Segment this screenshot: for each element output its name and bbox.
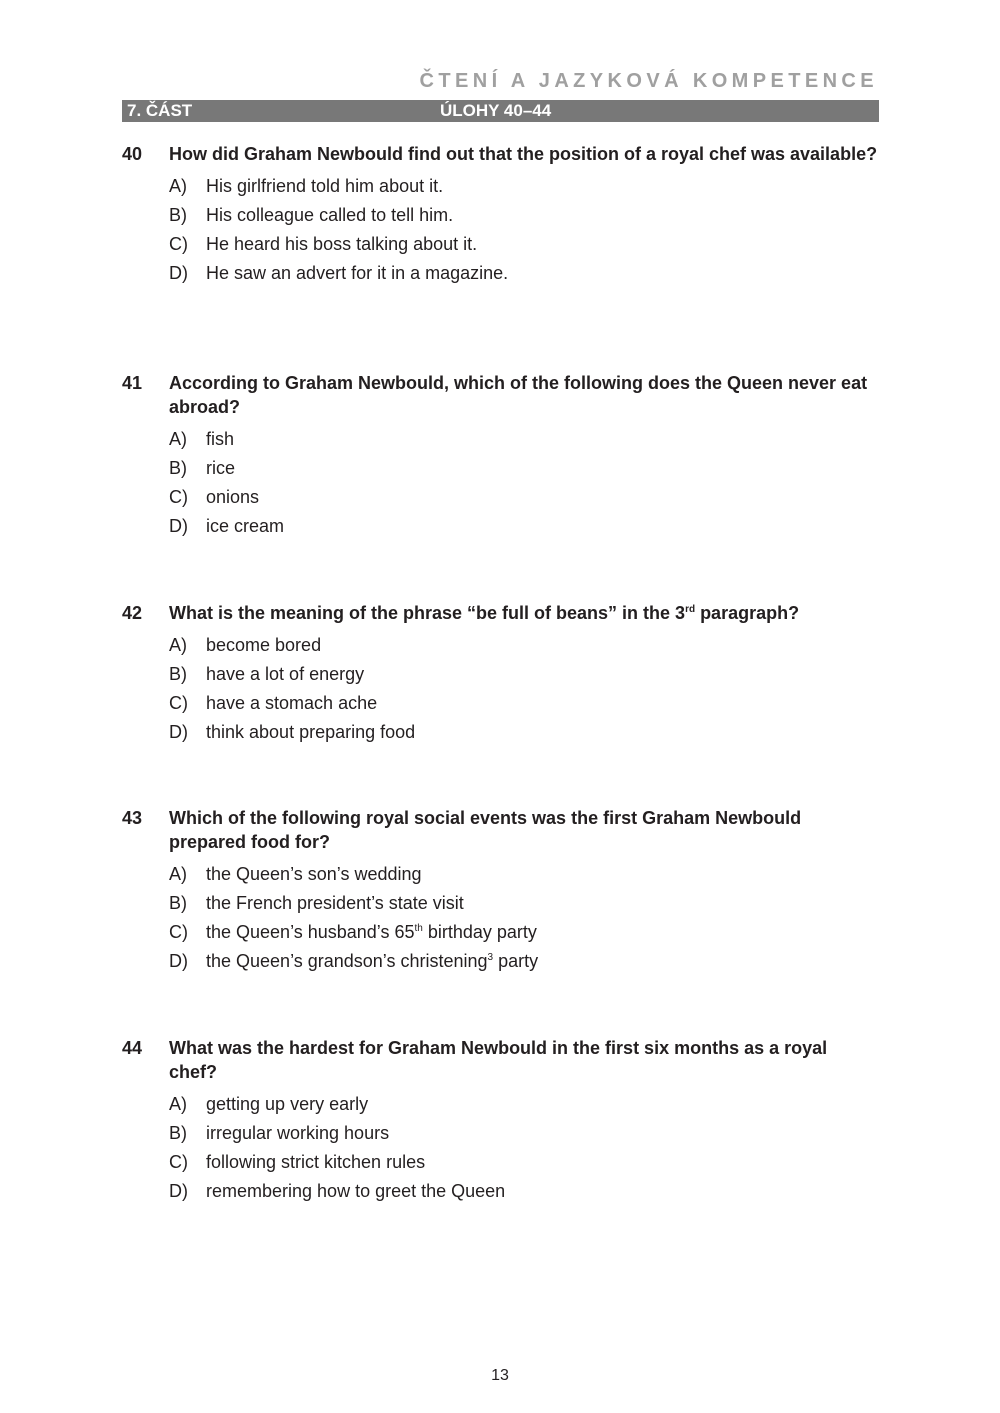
option-text: think about preparing food [206,722,416,742]
question-text: According to Graham Newbould, which of the following does the Queen never eat abroad? [169,373,868,417]
question-42 [122,601,879,750]
answer-option[interactable] [122,721,879,750]
option-letter: D) [169,263,188,283]
answer-option[interactable] [122,950,879,979]
answer-option[interactable] [122,204,879,233]
option-letter: D) [169,722,188,742]
option-text: His colleague called to tell him. [206,205,454,225]
answer-option[interactable] [122,486,879,515]
option-text: have a lot of energy [206,664,365,684]
question-number: 40 [122,144,143,164]
option-letter: A) [169,429,187,449]
option-letter: C) [169,1152,188,1172]
answer-option[interactable] [122,428,879,457]
question-text: What was the hardest for Graham Newbould in the first six months as a royal chef? [169,1038,828,1082]
option-letter: A) [169,635,187,655]
option-letter: C) [169,922,188,942]
part-label: 7. ČÁST [127,101,193,120]
option-text: the Queen’s son’s wedding [206,864,422,884]
answer-options [122,634,879,750]
answer-option[interactable] [122,233,879,262]
question-44 [122,1036,879,1209]
option-letter: A) [169,864,187,884]
option-text: onions [206,487,260,507]
option-text: irregular working hours [206,1123,390,1143]
superscript-text: th [414,923,423,934]
question-41 [122,371,879,544]
answer-option[interactable] [122,692,879,721]
question-40 [122,142,879,291]
option-letter: C) [169,693,188,713]
answer-option[interactable] [122,262,879,291]
option-text: have a stomach ache [206,693,378,713]
answer-option[interactable] [122,1122,879,1151]
question-text-part: paragraph? [695,603,800,623]
page-number: 13 [491,1367,509,1384]
option-text: remembering how to greet the Queen [206,1181,506,1201]
answer-option[interactable] [122,863,879,892]
section-title: ČTENÍ A JAZYKOVÁ KOMPETENCE [419,70,878,92]
answer-option[interactable] [122,1093,879,1122]
answer-option[interactable] [122,663,879,692]
answer-option[interactable] [122,634,879,663]
answer-option[interactable] [122,1151,879,1180]
question-number: 41 [122,373,143,393]
option-text: the French president’s state visit [206,893,464,913]
question-text-part: What is the meaning of the phrase “be full of beans” in the 3 [169,603,686,623]
answer-options [122,1093,879,1209]
answer-option[interactable] [122,175,879,204]
superscript-text: rd [685,604,696,615]
option-letter: D) [169,951,188,971]
option-letter: B) [169,1123,187,1143]
answer-options [122,175,879,291]
answer-option[interactable] [122,892,879,921]
option-text-part: the Queen’s grandson’s christening [206,951,488,971]
option-text: He heard his boss talking about it. [206,234,478,254]
option-letter: B) [169,664,187,684]
option-text: following strict kitchen rules [206,1152,426,1172]
option-text [206,921,537,944]
option-text: fish [206,429,235,449]
question-number: 42 [122,603,143,623]
option-text: getting up very early [206,1094,369,1114]
question-number: 44 [122,1038,143,1058]
option-letter: C) [169,487,188,507]
answer-option[interactable] [122,921,879,950]
part-header-bar [122,100,879,122]
option-letter: A) [169,176,187,196]
option-text: He saw an advert for it in a magazine. [206,263,509,283]
superscript-text: 3 [487,952,494,963]
question-number: 43 [122,808,143,828]
answer-option[interactable] [122,515,879,544]
option-text-part: birthday party [422,922,537,942]
option-text: His girlfriend told him about it. [206,176,444,196]
answer-options [122,863,879,979]
option-text: ice cream [206,516,285,536]
option-text [206,950,538,973]
tasks-label: ÚLOHY 40–44 [440,101,552,120]
option-text-part: the Queen’s husband’s 65 [206,922,415,942]
option-letter: B) [169,458,187,478]
option-letter: B) [169,205,187,225]
option-letter: D) [169,516,188,536]
answer-options [122,428,879,544]
option-text-part: party [493,951,539,971]
question-43 [122,806,879,979]
question-text: How did Graham Newbould find out that the position of a royal chef was available? [169,144,878,164]
option-letter: D) [169,1181,188,1201]
question-text: Which of the following royal social events was the first Graham Newbould prepared food for? [169,808,802,852]
option-letter: B) [169,893,187,913]
answer-option[interactable] [122,1180,879,1209]
question-text [169,601,879,625]
answer-option[interactable] [122,457,879,486]
option-text: become bored [206,635,322,655]
option-letter: C) [169,234,188,254]
option-letter: A) [169,1094,187,1114]
option-text: rice [206,458,236,478]
